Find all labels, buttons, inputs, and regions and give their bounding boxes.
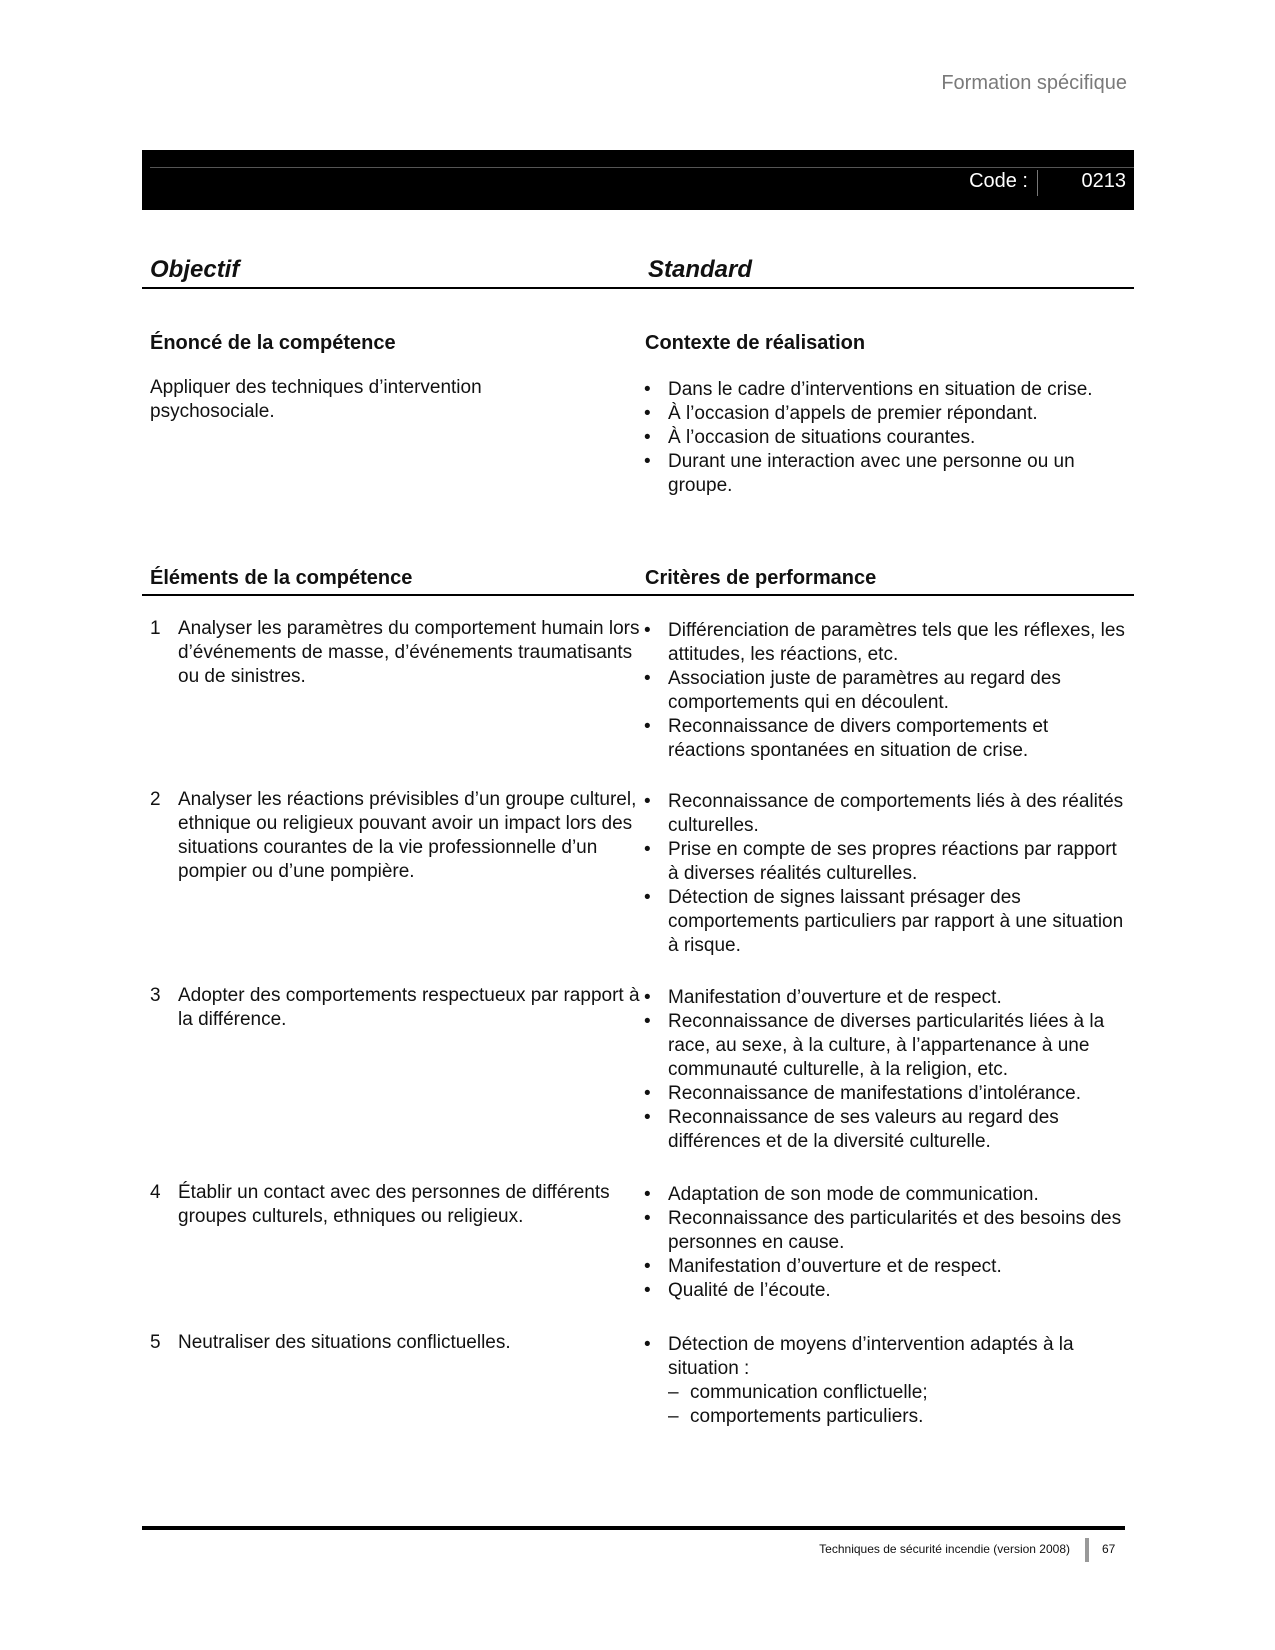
bullet-glyph: • [644,379,651,400]
element-number: 2 [150,789,161,810]
enonce-text: Appliquer des techniques d’intervention psychosociale. [150,377,482,422]
list-item [640,450,1130,498]
list-item-text: Dans le cadre d’interventions en situation de crise. [668,379,1093,400]
column-heading-objectif: Objectif [150,256,240,283]
footer-rule [142,1526,1125,1530]
bullet-glyph: • [644,620,651,641]
footer-title: Techniques de sécurité incendie (version 2008) [819,1542,1070,1556]
code-bar [142,150,1134,210]
list-item [640,378,1130,402]
sub-list-item [668,1381,1130,1405]
list-item-text: Détection de moyens d’intervention adaptés à la situation : [668,1334,1074,1379]
list-item [640,1279,1130,1303]
bullet-glyph: • [644,451,651,472]
criteres-rule [142,594,1134,596]
criteria-list-3 [640,986,1130,1154]
list-item-text: Reconnaissance de manifestations d’intolérance. [668,1083,1081,1104]
list-item [640,715,1130,763]
bullet-glyph: • [644,1208,651,1229]
list-item [640,402,1130,426]
bullet-glyph: • [644,668,651,689]
dash-glyph: – [668,1406,679,1427]
bullet-glyph: • [644,1083,651,1104]
list-item [640,886,1130,958]
element-text: Établir un contact avec des personnes de différents groupes culturels, ethniques ou religieux. [178,1182,610,1227]
bullet-glyph: • [644,1256,651,1277]
bullet-glyph: • [644,987,651,1008]
bullet-glyph: • [644,1280,651,1301]
criteria-list-4 [640,1183,1130,1303]
criteria-list-5 [640,1333,1130,1429]
list-item-text: Adaptation de son mode de communication. [668,1184,1039,1205]
list-item [640,986,1130,1010]
page-number: 67 [1102,1542,1116,1556]
criteria-list-1 [640,619,1130,763]
bullet-glyph: • [644,791,651,812]
enonce-title: Énoncé de la compétence [150,332,396,354]
list-item-text: Manifestation d’ouverture et de respect. [668,987,1002,1008]
list-item [640,619,1130,667]
list-item [640,790,1130,838]
list-item-text: Durant une interaction avec une personne ou un groupe. [668,451,1075,496]
criteria-list-2 [640,790,1130,958]
contexte-title: Contexte de réalisation [645,332,866,354]
list-item-text: Prise en compte de ses propres réactions par rapport à diverses réalités culturelles. [668,839,1117,884]
list-item-text: Reconnaissance des particularités et des besoins des personnes en cause. [668,1208,1122,1253]
sub-criteria-list [668,1381,1130,1429]
element-text: Neutraliser des situations conflictuelles. [178,1332,511,1353]
heading-rule [142,287,1134,289]
element-3 [150,984,640,1032]
dash-glyph: – [668,1382,679,1403]
contexte-list [640,378,1130,498]
bullet-glyph: • [644,1184,651,1205]
column-heading-standard: Standard [648,256,753,283]
sub-list-item-text: communication conflictuelle; [690,1382,928,1403]
footer-separator [1085,1538,1089,1562]
bullet-glyph: • [644,1107,651,1128]
list-item [640,1106,1130,1154]
element-2 [150,788,640,884]
code-value: 0213 [1081,170,1126,192]
list-item-text: À l’occasion de situations courantes. [668,427,976,448]
element-number: 4 [150,1182,161,1203]
bullet-glyph: • [644,716,651,737]
list-item-text: Qualité de l’écoute. [668,1280,831,1301]
list-item [640,838,1130,886]
element-number: 5 [150,1332,161,1353]
bullet-glyph: • [644,1334,651,1355]
elements-title: Éléments de la compétence [150,567,413,589]
list-item [640,1010,1130,1082]
element-text: Analyser les paramètres du comportement humain lors d’événements de masse, d’événements traumatisants ou de sinistres. [178,618,640,687]
list-item [640,1183,1130,1207]
list-item-text: Reconnaissance de diverses particularités liées à la race, au sexe, à la culture, à l’appartenance à une communauté culturelle, à la religion, etc. [668,1011,1105,1080]
element-text: Analyser les réactions prévisibles d’un groupe culturel, ethnique ou religieux pouvant avoir un impact lors des situations courantes de la vie professionnelle d’un pompier ou d’une pompière. [178,789,637,882]
element-4 [150,1181,640,1229]
bullet-glyph: • [644,1011,651,1032]
element-5 [150,1331,640,1355]
bullet-glyph: • [644,403,651,424]
list-item-text: Reconnaissance de ses valeurs au regard des différences et de la diversité culturelle. [668,1107,1059,1152]
element-number: 3 [150,985,161,1006]
bullet-glyph: • [644,427,651,448]
list-item-text: Reconnaissance de comportements liés à des réalités culturelles. [668,791,1124,836]
list-item-text: À l’occasion d’appels de premier répondant. [668,403,1038,424]
bullet-glyph: • [644,839,651,860]
element-number: 1 [150,618,161,639]
list-item-text: Reconnaissance de divers comportements et réactions spontanées en situation de crise. [668,716,1049,761]
list-item-text: Différenciation de paramètres tels que les réflexes, les attitudes, les réactions, etc. [668,620,1125,665]
code-separator [1037,170,1038,196]
sub-list-item-text: comportements particuliers. [690,1406,924,1427]
criteres-title: Critères de performance [645,567,877,589]
element-1 [150,617,640,689]
bullet-glyph: • [644,887,651,908]
list-item [640,1082,1130,1106]
list-item-text: Association juste de paramètres au regard des comportements qui en découlent. [668,668,1061,713]
list-item [640,1255,1130,1279]
code-label: Code : [969,170,1028,192]
list-item [640,1333,1130,1429]
list-item [640,426,1130,450]
running-head: Formation spécifique [941,72,1127,94]
list-item [640,1207,1130,1255]
sub-list-item [668,1405,1130,1429]
list-item-text: Détection de signes laissant présager des comportements particuliers par rapport à une situation à risque. [668,887,1124,956]
code-bar-line [150,167,1134,168]
element-text: Adopter des comportements respectueux par rapport à la différence. [178,985,640,1030]
list-item [640,667,1130,715]
list-item-text: Manifestation d’ouverture et de respect. [668,1256,1002,1277]
